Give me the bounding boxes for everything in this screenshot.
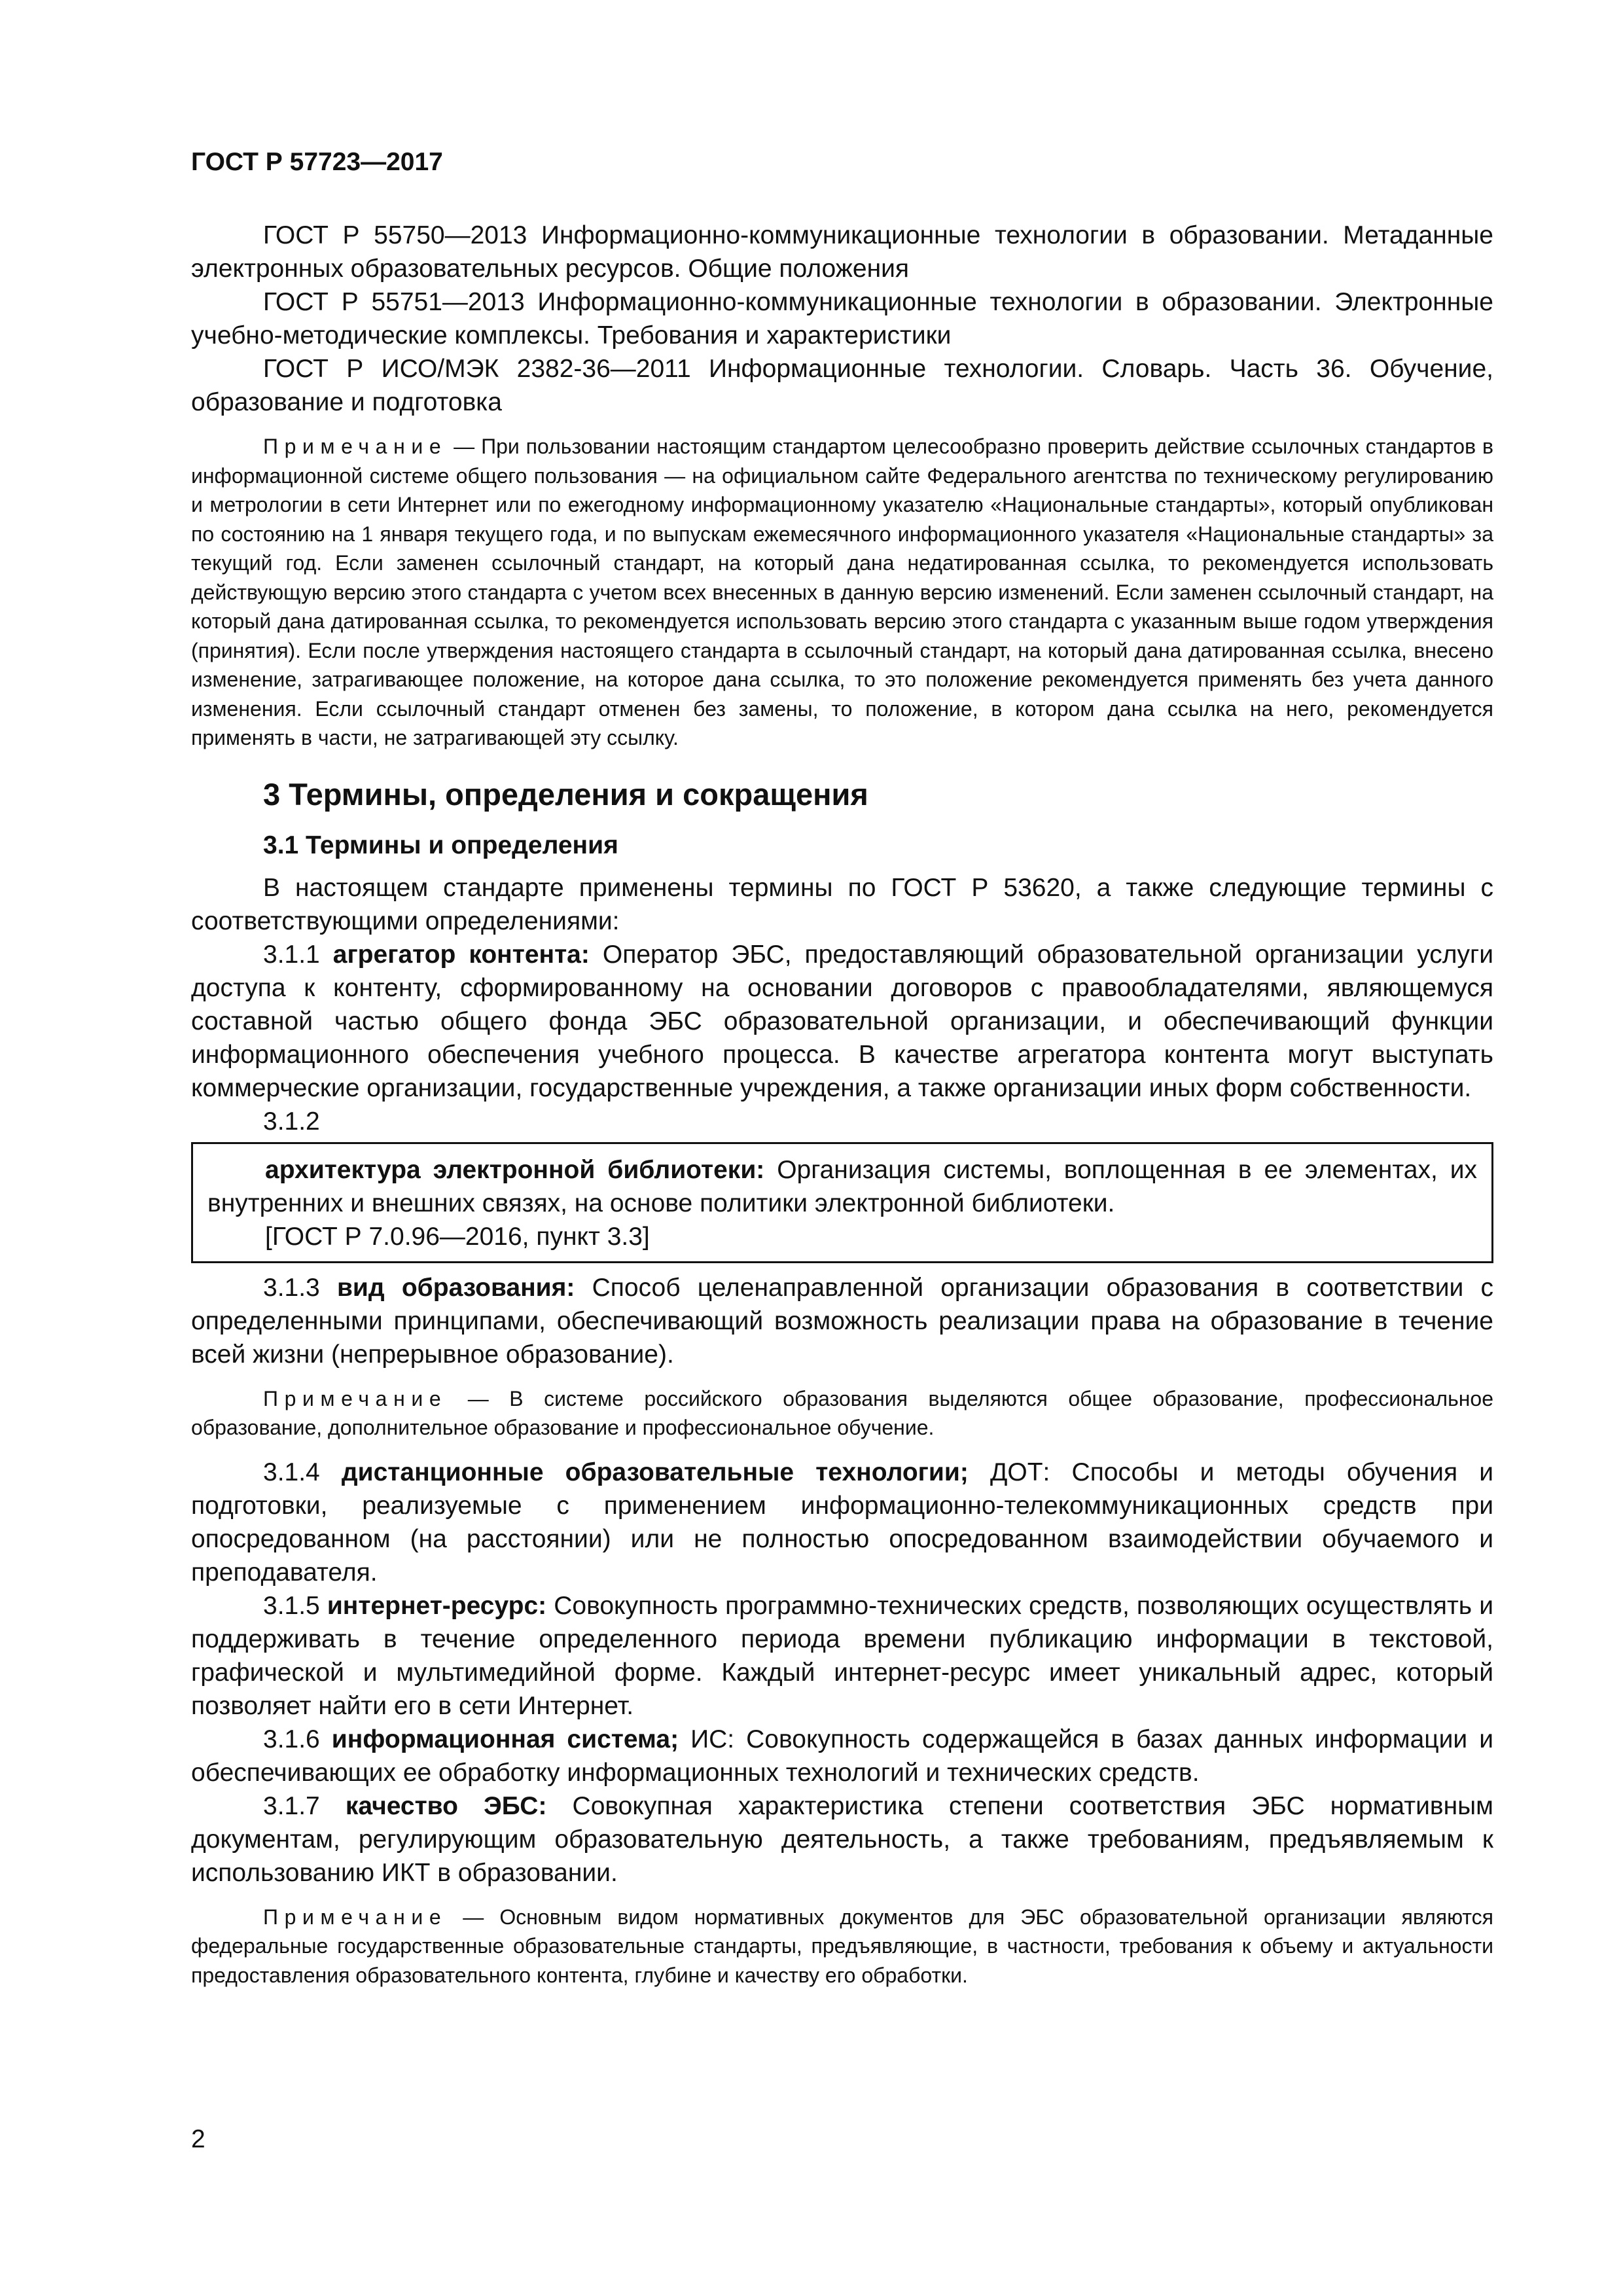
- term-number-standalone: 3.1.2: [263, 1107, 320, 1136]
- note-label: Примечание: [263, 1386, 448, 1410]
- term-number: 3.1.1: [263, 940, 333, 969]
- note-text: При пользовании настоящим стандартом целесообразно проверить действие ссылочных стандартов в информационной системе общего пользования — на официальном сайте Федерального агентства по техническому регулированию и метрологии в сети Интернет или по ежегодному информационному указателю «Национальные стандарты», который опубликован по состоянию на 1 января текущего года, и по выпускам ежемесячного информационного указателя «Национальные стандарты» за текущий год. Если заменен ссылочный стандарт, на который дана недатированная ссылка, то рекомендуется использовать действующую версию этого стандарта с учетом всех внесенных в данную версию изменений. Если заменен ссылочный стандарт, на который дана датированная ссылка, то рекомендуется использовать версию этого стандарта с указанным выше годом утверждения (принятия). Если после утверждения настоящего стандарта в ссылочный стандарт, на который дана датированная ссылка, внесено изменение, затрагивающее положение, на которое дана ссылка, то это положение рекомендуется применять без учета данного изменения. Если ссылочный стандарт отменен без замены, то положение, в котором дана ссылка на него, рекомендуется применять в части, не затрагивающей эту ссылку.: [191, 435, 1494, 749]
- note-text: Основным видом нормативных документов для ЭБС образовательной организации являются федеральные государственные образовательные стандарты, предъявляющие, в частности, требования к объему и актуальности предоставления образовательного контента, глубине и качеству его обработки.: [191, 1905, 1494, 1987]
- note-text: В системе российского образования выделяются общее образование, профессиональное образование, дополнительное образование и профессиональное обучение.: [191, 1386, 1494, 1439]
- section-intro: В настоящем стандарте применены термины по ГОСТ Р 53620, а также следующие термины с соответствующими определениями:: [191, 873, 1493, 935]
- term-definition: Совокупность программно-технических средств, позволяющих осуществлять и поддерживать в течение определенного периода времени публикацию информации в текстовой, графической и мультимедийной форме. Каждый интернет-ресурс имеет уникальный адрес, который позволяет найти его в сети Интернет.: [191, 1591, 1493, 1720]
- term-note: [191, 1903, 1493, 1990]
- reference-item: ГОСТ Р 55750—2013 Информационно-коммуникационные технологии в образовании. Метаданные электронных образовательных ресурсов. Общие положения: [191, 221, 1493, 283]
- references-note: [191, 432, 1493, 753]
- boxed-term: [191, 1142, 1493, 1263]
- term-note: [191, 1384, 1493, 1443]
- term-entry: [191, 1723, 1493, 1789]
- note-dash: —: [447, 1905, 500, 1929]
- reference-item: ГОСТ Р ИСО/МЭК 2382-36—2011 Информационные технологии. Словарь. Часть 36. Обучение, образование и подготовка: [191, 355, 1493, 416]
- page-number: 2: [191, 2125, 205, 2153]
- term-definition: ИС: Совокупность содержащейся в базах данных информации и обеспечивающих ее обработку информационных технологий и технических средств.: [191, 1725, 1493, 1787]
- term-number: 3.1.7: [263, 1791, 346, 1820]
- term-number: 3.1.6: [263, 1725, 332, 1753]
- term-definition: ДОТ: Способы и методы обучения и подготовки, реализуемые с применением информационно-телекоммуникационных средств при опосредованном (на расстоянии) или не полностью опосредованном взаимодействии обучаемого и преподавателя.: [191, 1458, 1493, 1587]
- reference-item: ГОСТ Р 55751—2013 Информационно-коммуникационные технологии в образовании. Электронные учебно-методические комплексы. Требования и характеристики: [191, 288, 1493, 350]
- term-number: 3.1.4: [263, 1458, 342, 1486]
- term-name: информационная система;: [331, 1725, 679, 1753]
- term-name: вид образования:: [336, 1273, 575, 1302]
- page-body: [191, 219, 1493, 1990]
- note-label: Примечание: [263, 1905, 448, 1929]
- term-source: [ГОСТ Р 7.0.96—2016, пункт 3.3]: [265, 1222, 650, 1251]
- term-name: агрегатор контента:: [332, 940, 590, 969]
- term-entry: [191, 1589, 1493, 1723]
- subsection-heading: 3.1 Термины и определения: [263, 831, 618, 859]
- term-definition: Способ целенаправленной организации образования в соответствии с определенными принципами, обеспечивающий возможность реализации права на образование в течение всей жизни (непрерывное образование).: [191, 1273, 1494, 1369]
- term-entry: [191, 1789, 1493, 1890]
- term-definition: Оператор ЭБС, предоставляющий образовательной организации услуги доступа к контенту, сформированному на основании договоров с правообладателями, являющемуся составной частью общего фонда ЭБС образовательной организации, и обеспечивающий функции информационного обеспечения учебного процесса. В качестве агрегатора контента могут выступать коммерческие организации, государственные учреждения, а также организации иных форм собственности.: [191, 940, 1494, 1102]
- section-heading: 3 Термины, определения и сокращения: [263, 776, 868, 812]
- term-definition: Организация системы, воплощенная в ее элементах, их внутренних и внешних связях, на основе политики электронной библиотеки.: [207, 1155, 1477, 1217]
- term-name: качество ЭБС:: [345, 1791, 547, 1820]
- term-entry: [191, 1456, 1493, 1589]
- term-entry: [191, 938, 1493, 1105]
- term-entry: [207, 1153, 1477, 1220]
- term-name: интернет-ресурс:: [327, 1591, 547, 1620]
- note-dash: —: [447, 1386, 510, 1410]
- note-dash: —: [447, 435, 482, 458]
- note-label: Примечание: [263, 435, 448, 458]
- standard-header: ГОСТ Р 57723—2017: [191, 148, 443, 176]
- term-entry: [191, 1271, 1493, 1371]
- term-number: 3.1.3: [263, 1273, 337, 1302]
- term-number: 3.1.5: [263, 1591, 327, 1620]
- term-name: дистанционные образовательные технологии;: [341, 1458, 969, 1486]
- term-definition: Совокупная характеристика степени соответствия ЭБС нормативным документам, регулирующим образовательную деятельность, а также требованиям, предъявляемым к использованию ИКТ в образовании.: [191, 1791, 1493, 1887]
- term-name: архитектура электронной библиотеки:: [265, 1155, 765, 1184]
